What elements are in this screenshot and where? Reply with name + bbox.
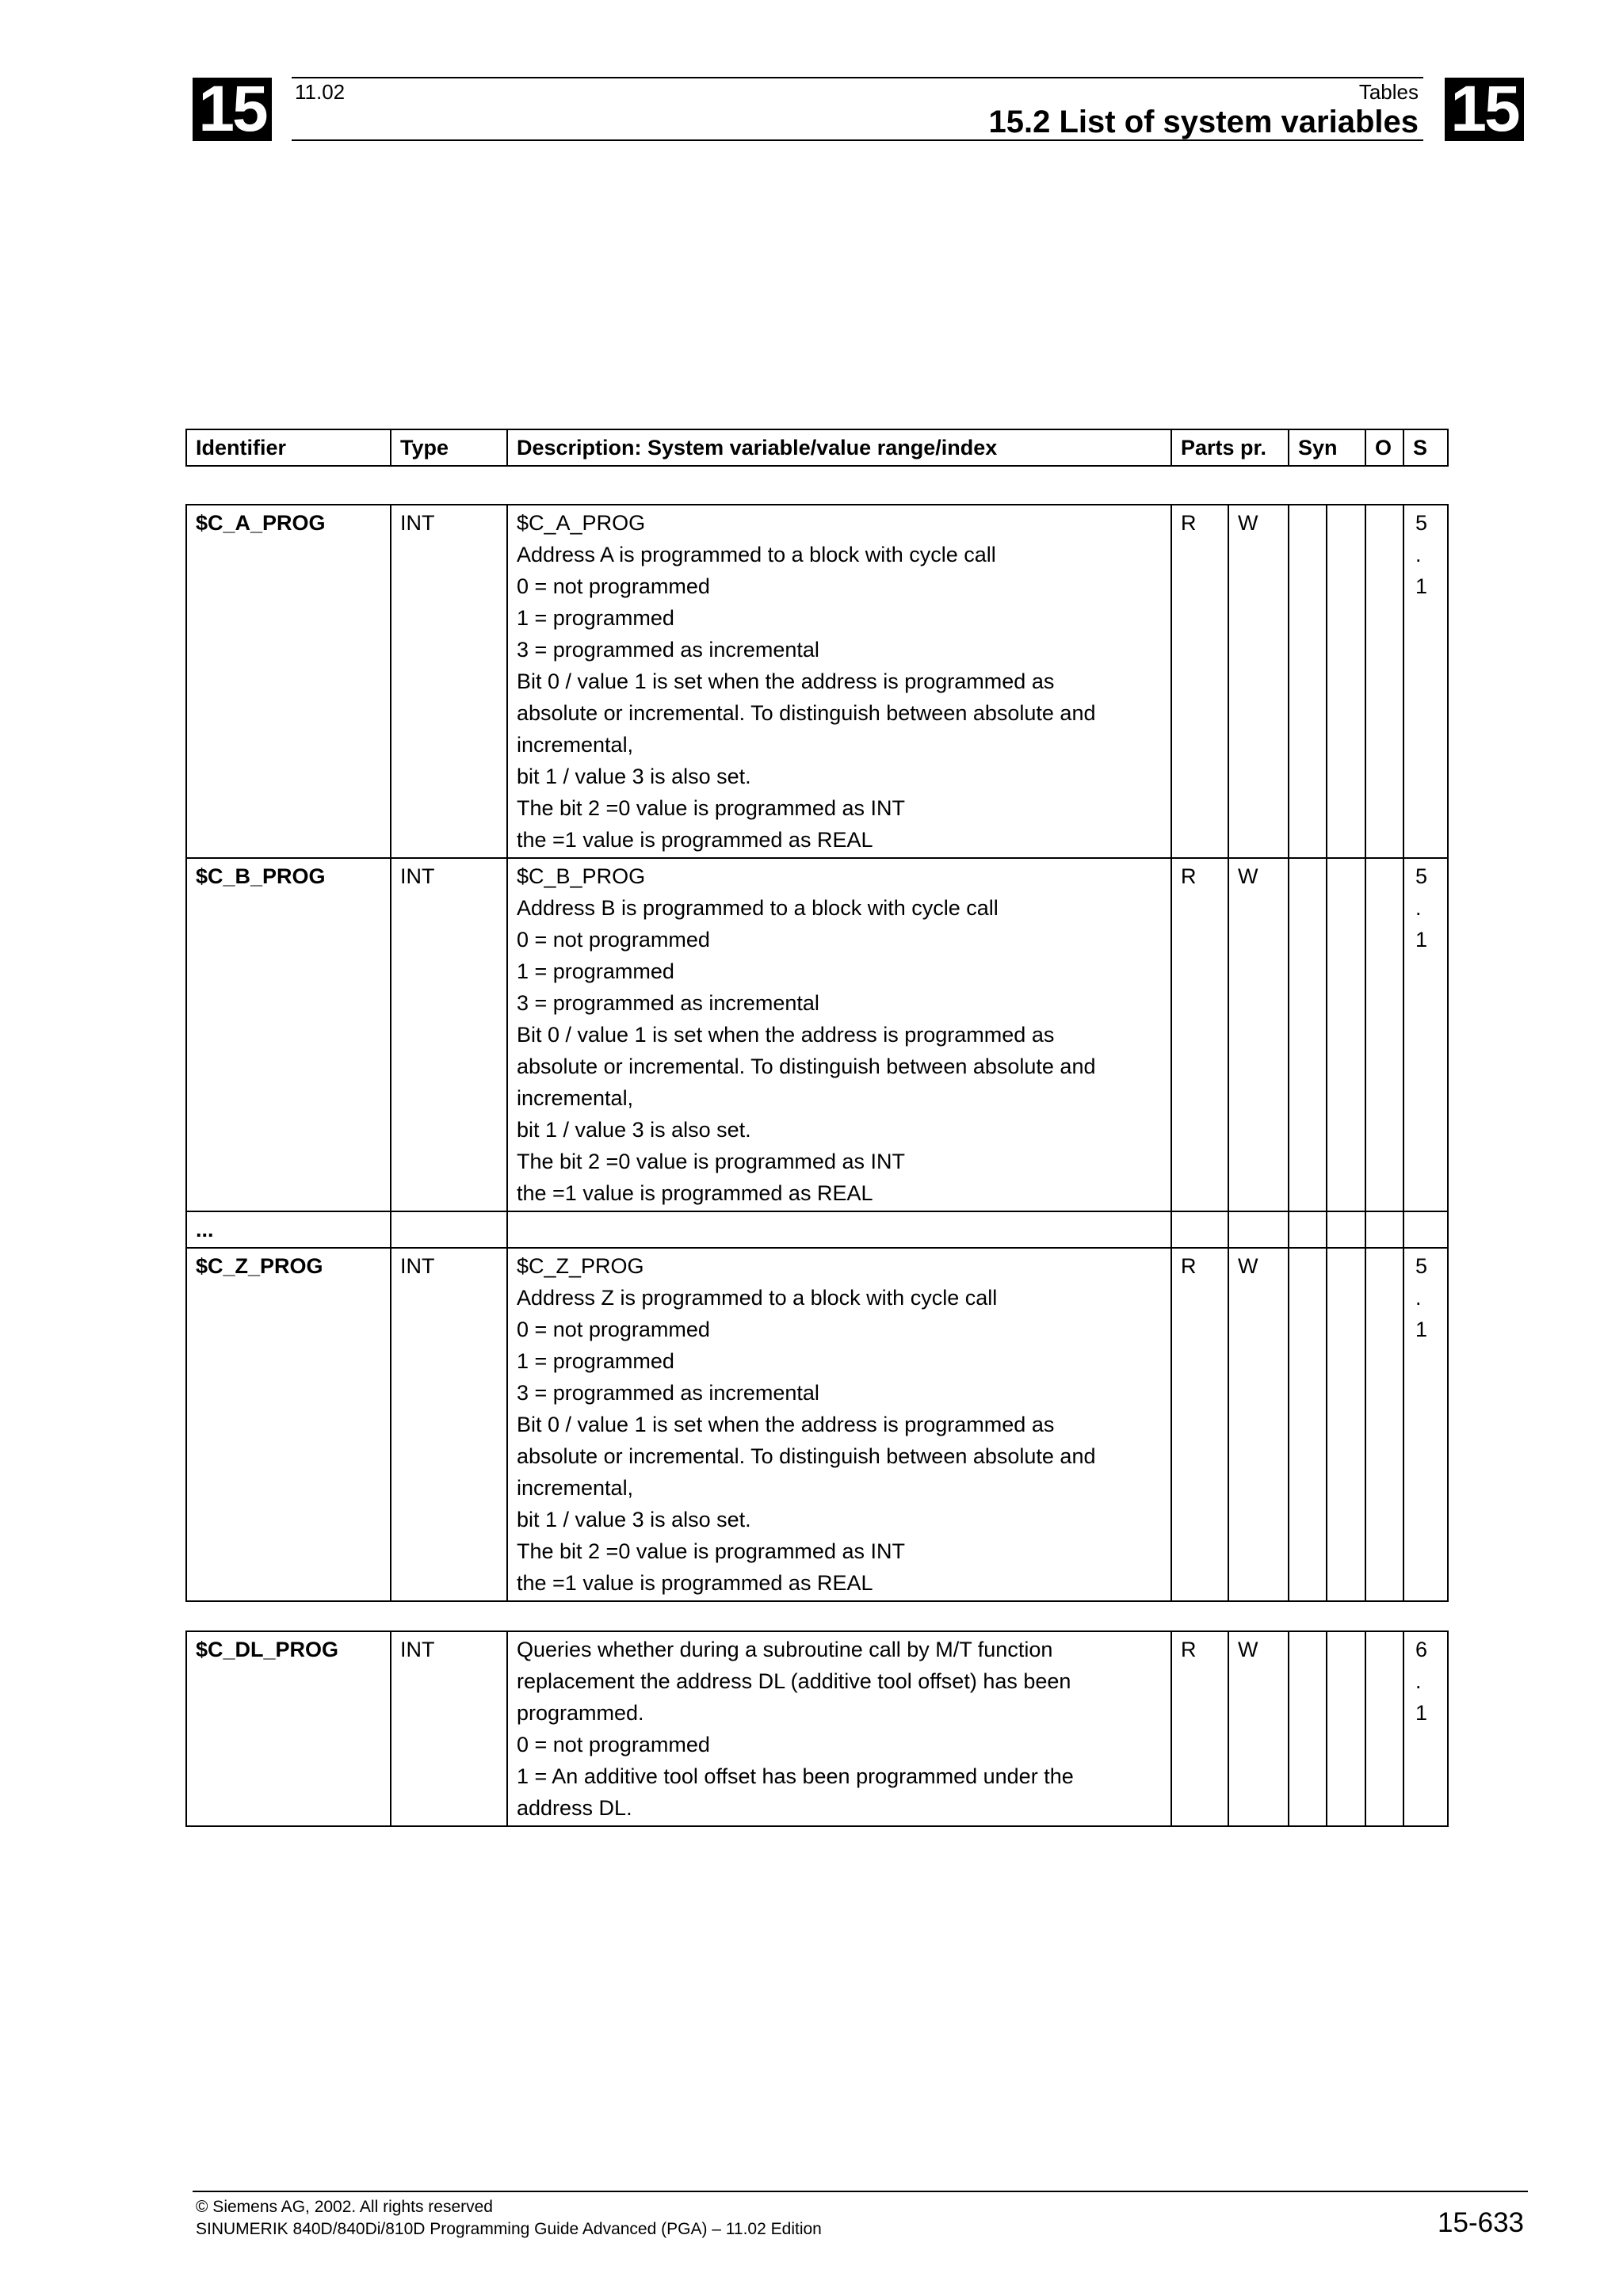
cell-syn-1 [1289,858,1327,1211]
cell-description-line: incremental, [517,1476,634,1500]
cell-description-line: The bit 2 =0 value is programmed as INT [517,796,905,820]
cell-description-line: 0 = not programmed [517,928,710,952]
cell-o [1365,1631,1403,1826]
cell-s-line: 6 [1415,1638,1428,1661]
cell-type: INT [391,1248,507,1601]
footer-rule [193,2191,1528,2192]
table-row [186,505,1448,858]
cell-description-line: The bit 2 =0 value is programmed as INT [517,1539,905,1563]
cell-description-line: Queries whether during a subroutine call by M/T function [517,1638,1053,1661]
cell-s-line: . [1415,543,1422,566]
cell-o [1365,1211,1403,1248]
col-header-o: O [1365,429,1403,466]
cell-s [1403,858,1448,1211]
cell-s-line: 1 [1415,928,1428,952]
cell-description-line: Bit 0 / value 1 is set when the address is programmed as [517,669,1055,693]
cell-description-line: Address A is programmed to a block with cycle call [517,543,996,566]
cell-write: W [1228,1248,1289,1601]
cell-description [507,1631,1171,1826]
cell-description-line: 1 = An additive tool offset has been programmed under the [517,1764,1074,1788]
cell-s-line: . [1415,1669,1422,1693]
cell-write: W [1228,1631,1289,1826]
cell-description [507,505,1171,858]
cell-description-line: absolute or incremental. To distinguish between absolute and [517,701,1096,725]
cell-write: W [1228,858,1289,1211]
table-row [186,1631,1448,1826]
cell-s-line: 1 [1415,1701,1428,1725]
cell-description-line: bit 1 / value 3 is also set. [517,1508,751,1531]
cell-identifier: $C_B_PROG [186,858,391,1211]
col-header-description: Description: System variable/value range/index [507,429,1171,466]
cell-identifier: $C_Z_PROG [186,1248,391,1601]
cell-description-line: Bit 0 / value 1 is set when the address is programmed as [517,1413,1055,1436]
cell-s-line: 5 [1415,511,1428,535]
cell-description-line: the =1 value is programmed as REAL [517,828,873,852]
dl-prog-table [185,1630,1449,1827]
table-row [186,858,1448,1211]
page-number: 15-633 [1438,2207,1524,2238]
cell-description-line: bit 1 / value 3 is also set. [517,1118,751,1142]
cell-s-line: . [1415,896,1422,920]
cell-identifier: ... [186,1211,391,1248]
cell-description-line: 0 = not programmed [517,1733,710,1756]
cell-o [1365,505,1403,858]
cell-read: R [1171,1248,1228,1601]
header-date: 11.02 [295,80,346,104]
cell-description-line: 3 = programmed as incremental [517,991,819,1015]
cell-syn-2 [1327,505,1365,858]
cell-description [507,1248,1171,1601]
cell-type: INT [391,505,507,858]
cell-description-line: incremental, [517,1086,634,1110]
col-header-parts: Parts pr. [1171,429,1289,466]
cell-o [1365,858,1403,1211]
cell-type [391,1211,507,1248]
footer-copyright: © Siemens AG, 2002. All rights reserved [196,2198,493,2216]
cell-syn-2 [1327,1211,1365,1248]
chapter-number-left: 15 [193,78,272,141]
cell-description-line: $C_A_PROG [517,511,646,535]
cell-description-line: the =1 value is programmed as REAL [517,1571,873,1595]
cell-description-line: 1 = programmed [517,606,674,630]
cell-syn-2 [1327,858,1365,1211]
col-header-syn: Syn [1289,429,1365,466]
cell-s [1403,1211,1448,1248]
cell-type: INT [391,1631,507,1826]
cell-description-line: The bit 2 =0 value is programmed as INT [517,1150,905,1173]
cell-s-line: 5 [1415,864,1428,888]
header-rule-bottom [292,139,1423,141]
cell-syn-1 [1289,1631,1327,1826]
header-rule-top [292,77,1423,78]
cell-description-line: 1 = programmed [517,959,674,983]
cell-s-line: 5 [1415,1254,1428,1278]
chapter-number-right: 15 [1445,78,1524,141]
cell-description-line: incremental, [517,733,634,757]
cell-s [1403,1248,1448,1601]
cell-description-line: Bit 0 / value 1 is set when the address is programmed as [517,1023,1055,1047]
cell-identifier: $C_DL_PROG [186,1631,391,1826]
cell-description-line: 1 = programmed [517,1349,674,1373]
cell-syn-1 [1289,505,1327,858]
cell-type: INT [391,858,507,1211]
cell-syn-2 [1327,1248,1365,1601]
cell-description-line: replacement the address DL (additive tool offset) has been [517,1669,1071,1693]
column-header-row [186,429,1448,466]
header-section: Tables [1358,80,1419,104]
col-header-s: S [1403,429,1448,466]
cell-s-line: . [1415,1286,1422,1310]
cell-description [507,858,1171,1211]
col-header-identifier: Identifier [186,429,391,466]
cell-write [1228,1211,1289,1248]
cell-syn-1 [1289,1211,1327,1248]
cell-write: W [1228,505,1289,858]
cell-read: R [1171,858,1228,1211]
cell-description-line: absolute or incremental. To distinguish between absolute and [517,1055,1096,1078]
cell-description-line: $C_B_PROG [517,864,646,888]
col-header-type: Type [391,429,507,466]
cell-read: R [1171,505,1228,858]
table-row [186,1211,1448,1248]
cell-read [1171,1211,1228,1248]
page-title: 15.2 List of system variables [988,105,1419,139]
column-header-table [185,429,1449,467]
cell-description-line: absolute or incremental. To distinguish between absolute and [517,1444,1096,1468]
cell-description-line: Address Z is programmed to a block with cycle call [517,1286,998,1310]
cell-identifier: $C_A_PROG [186,505,391,858]
cell-description-line: 3 = programmed as incremental [517,1381,819,1405]
cell-s-line: 1 [1415,574,1428,598]
cell-description-line: the =1 value is programmed as REAL [517,1181,873,1205]
cell-o [1365,1248,1403,1601]
cell-description-line: Address B is programmed to a block with cycle call [517,896,999,920]
cell-description-line: 0 = not programmed [517,574,710,598]
cell-description-line: 0 = not programmed [517,1318,710,1341]
cell-s [1403,505,1448,858]
footer-book-title: SINUMERIK 840D/840Di/810D Programming Guide Advanced (PGA) – 11.02 Edition [196,2220,822,2238]
cell-description-line: 3 = programmed as incremental [517,638,819,662]
cell-description-line: programmed. [517,1701,644,1725]
cell-s [1403,1631,1448,1826]
cell-description-line: bit 1 / value 3 is also set. [517,765,751,788]
cell-description-line: address DL. [517,1796,632,1820]
cell-syn-2 [1327,1631,1365,1826]
cell-description [507,1211,1171,1248]
cell-syn-1 [1289,1248,1327,1601]
cell-read: R [1171,1631,1228,1826]
variables-table [185,504,1449,1602]
cell-description-line: $C_Z_PROG [517,1254,644,1278]
cell-s-line: 1 [1415,1318,1428,1341]
table-row [186,1248,1448,1601]
